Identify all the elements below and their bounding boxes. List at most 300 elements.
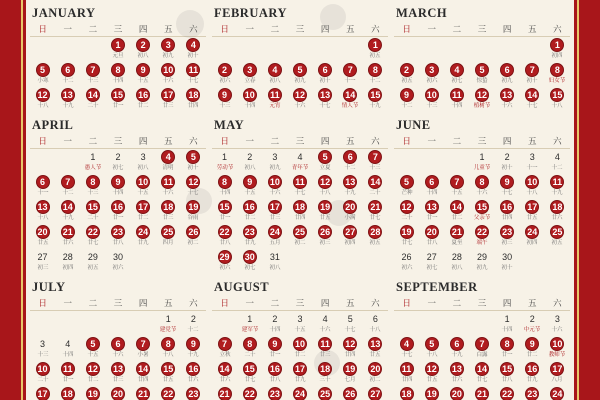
day-cell[interactable]	[30, 199, 55, 224]
lunar-label: 建军节	[241, 326, 258, 333]
day-cell[interactable]	[419, 224, 444, 249]
day-cell[interactable]	[545, 386, 570, 400]
lunar-label: 廿五	[426, 376, 438, 383]
day-cell[interactable]	[313, 62, 338, 87]
day-cell[interactable]	[419, 249, 444, 274]
day-number: 11	[268, 88, 282, 102]
day-cell[interactable]	[444, 249, 469, 274]
day-cell[interactable]	[313, 174, 338, 199]
day-cell[interactable]	[363, 174, 388, 199]
day-cell[interactable]	[237, 336, 262, 361]
weekday-label: 二	[452, 137, 462, 147]
day-cell[interactable]	[545, 311, 570, 336]
day-cell[interactable]	[394, 199, 419, 224]
lunar-label: 廿三	[162, 214, 174, 221]
right-border-decoration	[574, 0, 600, 400]
day-cell[interactable]	[80, 224, 105, 249]
day-cell[interactable]	[181, 174, 206, 199]
day-cell[interactable]	[287, 361, 312, 386]
day-cell[interactable]	[156, 37, 181, 62]
day-cell[interactable]	[394, 249, 419, 274]
day-number: 26	[401, 251, 412, 262]
day-number: 20	[425, 225, 439, 239]
day-number: 16	[525, 362, 539, 376]
day-cell[interactable]	[545, 37, 570, 62]
day-cell[interactable]	[363, 62, 388, 87]
day-cell[interactable]	[444, 199, 469, 224]
day-cell[interactable]	[338, 336, 363, 361]
month-title: JUNE	[396, 118, 431, 132]
lunar-label: 初九	[501, 77, 513, 84]
day-number: 8	[500, 337, 514, 351]
day-cell[interactable]	[237, 149, 262, 174]
lunar-label: 初三	[319, 239, 331, 246]
day-cell[interactable]	[444, 87, 469, 112]
day-cell[interactable]	[520, 311, 545, 336]
day-cell[interactable]	[156, 336, 181, 361]
lunar-label: 十八	[526, 189, 538, 196]
lunar-label: 十六	[501, 102, 513, 109]
day-number: 13	[318, 88, 332, 102]
day-number: 8	[111, 63, 125, 77]
day-cell[interactable]	[181, 199, 206, 224]
day-cell[interactable]	[363, 386, 388, 400]
lunar-label: 廿五	[37, 239, 49, 246]
day-number: 15	[550, 88, 564, 102]
day-cell[interactable]	[55, 199, 80, 224]
day-cell[interactable]	[156, 386, 181, 400]
day-cell[interactable]	[338, 174, 363, 199]
day-cell[interactable]	[55, 87, 80, 112]
day-cell[interactable]	[105, 336, 130, 361]
day-cell[interactable]	[131, 62, 156, 87]
day-cell[interactable]	[30, 336, 55, 361]
day-cell[interactable]	[419, 87, 444, 112]
day-cell[interactable]	[80, 174, 105, 199]
day-number: 6	[61, 63, 75, 77]
day-cell[interactable]	[520, 199, 545, 224]
day-cell[interactable]	[30, 249, 55, 274]
day-cell[interactable]	[181, 37, 206, 62]
lunar-label: 初十	[187, 164, 199, 171]
day-cell[interactable]	[237, 386, 262, 400]
day-number: 8	[550, 63, 564, 77]
weekday-label: 五	[164, 137, 173, 147]
day-cell[interactable]	[313, 87, 338, 112]
day-cell[interactable]	[181, 87, 206, 112]
day-cell[interactable]	[419, 336, 444, 361]
day-cell[interactable]	[212, 87, 237, 112]
day-cell[interactable]	[105, 149, 130, 174]
day-cell[interactable]	[495, 336, 520, 361]
day-grid	[212, 311, 388, 400]
day-number: 28	[451, 251, 462, 262]
weekday-header	[212, 23, 388, 37]
day-cell[interactable]	[419, 386, 444, 400]
day-cell[interactable]	[262, 87, 287, 112]
day-cell[interactable]	[131, 37, 156, 62]
day-cell[interactable]	[212, 149, 237, 174]
day-cell[interactable]	[545, 361, 570, 386]
lunar-label: 十三	[426, 102, 438, 109]
day-cell[interactable]	[30, 361, 55, 386]
day-cell[interactable]	[419, 174, 444, 199]
lunar-label: 十三	[219, 102, 231, 109]
day-cell[interactable]	[495, 199, 520, 224]
day-number: 23	[500, 225, 514, 239]
day-cell[interactable]	[363, 37, 388, 62]
day-number: 9	[500, 175, 514, 189]
lunar-label: 初五	[87, 264, 99, 271]
weekday-label: 四	[138, 137, 148, 147]
day-cell[interactable]	[394, 174, 419, 199]
day-cell[interactable]	[394, 336, 419, 361]
day-cell[interactable]	[469, 224, 494, 249]
day-cell[interactable]	[80, 62, 105, 87]
day-cell[interactable]	[338, 386, 363, 400]
day-cell[interactable]	[181, 336, 206, 361]
day-cell[interactable]	[80, 87, 105, 112]
day-number: 2	[400, 63, 414, 77]
lunar-label: 廿九	[137, 239, 149, 246]
day-cell[interactable]	[80, 361, 105, 386]
day-cell[interactable]	[419, 361, 444, 386]
day-cell[interactable]	[363, 199, 388, 224]
day-cell[interactable]	[55, 62, 80, 87]
day-cell[interactable]	[262, 199, 287, 224]
lunar-label: 青年节	[291, 164, 309, 171]
weekday-label: 一	[63, 25, 72, 35]
day-cell[interactable]	[394, 62, 419, 87]
day-cell[interactable]	[181, 62, 206, 87]
day-cell[interactable]	[338, 361, 363, 386]
day-cell[interactable]	[237, 199, 262, 224]
weekday-label: 二	[270, 137, 280, 147]
day-number: 5	[425, 337, 439, 351]
day-number: 26	[186, 225, 200, 239]
day-cell[interactable]	[30, 87, 55, 112]
weekday-label: 一	[245, 299, 254, 309]
day-cell[interactable]	[394, 361, 419, 386]
weekday-label: 二	[88, 25, 98, 35]
lunar-label: 元旦	[112, 52, 124, 59]
day-cell[interactable]	[105, 87, 130, 112]
lunar-label: 廿九	[244, 239, 256, 246]
day-cell[interactable]	[131, 87, 156, 112]
day-cell[interactable]	[520, 149, 545, 174]
day-cell[interactable]	[262, 149, 287, 174]
day-cell[interactable]	[55, 336, 80, 361]
day-cell[interactable]	[80, 149, 105, 174]
day-cell[interactable]	[495, 386, 520, 400]
day-cell[interactable]	[338, 149, 363, 174]
day-cell[interactable]	[55, 249, 80, 274]
day-cell[interactable]	[363, 224, 388, 249]
day-cell[interactable]	[313, 336, 338, 361]
day-cell[interactable]	[237, 62, 262, 87]
day-cell[interactable]	[212, 336, 237, 361]
months-grid-q1	[26, 0, 574, 112]
day-cell[interactable]	[212, 224, 237, 249]
day-cell[interactable]	[313, 199, 338, 224]
lunar-label: 廿八	[269, 376, 281, 383]
day-cell[interactable]	[181, 224, 206, 249]
lunar-label: 初九	[294, 77, 306, 84]
weekday-label: 六	[189, 299, 198, 309]
day-cell[interactable]	[545, 62, 570, 87]
day-number: 13	[368, 337, 382, 351]
day-cell[interactable]	[545, 224, 570, 249]
lunar-label: 十五	[87, 351, 99, 358]
day-cell[interactable]	[363, 361, 388, 386]
day-cell[interactable]	[394, 224, 419, 249]
day-cell[interactable]	[181, 386, 206, 400]
day-cell[interactable]	[444, 386, 469, 400]
day-cell[interactable]	[287, 336, 312, 361]
day-number: 9	[525, 337, 539, 351]
day-cell[interactable]	[495, 149, 520, 174]
day-cell[interactable]	[469, 62, 494, 87]
day-cell[interactable]	[363, 311, 388, 336]
day-cell[interactable]	[545, 336, 570, 361]
day-number: 23	[243, 225, 257, 239]
day-cell[interactable]	[237, 174, 262, 199]
day-cell[interactable]	[495, 249, 520, 274]
day-cell[interactable]	[520, 361, 545, 386]
day-cell[interactable]	[469, 249, 494, 274]
day-cell[interactable]	[212, 62, 237, 87]
day-cell[interactable]	[80, 249, 105, 274]
day-cell[interactable]	[131, 149, 156, 174]
day-cell[interactable]	[287, 224, 312, 249]
day-cell[interactable]	[287, 87, 312, 112]
day-cell[interactable]	[30, 386, 55, 400]
day-cell[interactable]	[262, 361, 287, 386]
day-number: 11	[450, 88, 464, 102]
day-number: 30	[112, 251, 123, 262]
day-number: 2	[190, 313, 196, 324]
day-cell[interactable]	[105, 361, 130, 386]
day-cell[interactable]	[363, 149, 388, 174]
day-cell[interactable]	[444, 174, 469, 199]
day-cell[interactable]	[237, 361, 262, 386]
day-cell[interactable]	[80, 199, 105, 224]
day-cell[interactable]	[495, 361, 520, 386]
day-cell[interactable]	[237, 311, 262, 336]
day-cell[interactable]	[394, 386, 419, 400]
day-cell[interactable]	[520, 87, 545, 112]
day-cell[interactable]	[469, 87, 494, 112]
lunar-label: 二十	[369, 189, 381, 196]
day-number: 10	[268, 175, 282, 189]
day-cell[interactable]	[394, 87, 419, 112]
day-cell[interactable]	[181, 361, 206, 386]
lunar-label: 初四	[344, 239, 356, 246]
day-cell[interactable]	[105, 37, 130, 62]
day-cell[interactable]	[469, 361, 494, 386]
day-cell[interactable]	[30, 224, 55, 249]
day-cell[interactable]	[30, 62, 55, 87]
day-cell[interactable]	[313, 149, 338, 174]
day-cell[interactable]	[444, 62, 469, 87]
day-cell[interactable]	[55, 224, 80, 249]
day-cell[interactable]	[313, 361, 338, 386]
day-cell[interactable]	[338, 87, 363, 112]
lunar-label: 十七	[187, 77, 199, 84]
day-cell[interactable]	[131, 386, 156, 400]
day-cell[interactable]	[444, 361, 469, 386]
day-number: 9	[186, 337, 200, 351]
lunar-label: 初八	[137, 52, 149, 59]
day-cell[interactable]	[520, 336, 545, 361]
day-number: 1	[111, 38, 125, 52]
day-cell[interactable]	[131, 199, 156, 224]
day-cell[interactable]	[469, 149, 494, 174]
day-number: 7	[136, 337, 150, 351]
day-cell[interactable]	[262, 311, 287, 336]
day-cell[interactable]	[262, 386, 287, 400]
first-quarter-strip	[26, 0, 574, 112]
day-cell[interactable]	[212, 199, 237, 224]
day-cell[interactable]	[212, 361, 237, 386]
day-cell[interactable]	[156, 87, 181, 112]
day-cell[interactable]	[131, 361, 156, 386]
lunar-label: 十三	[37, 351, 49, 358]
day-cell[interactable]	[520, 224, 545, 249]
day-cell[interactable]	[131, 174, 156, 199]
day-number: 6	[500, 63, 514, 77]
day-cell[interactable]	[262, 249, 287, 274]
day-cell[interactable]	[545, 149, 570, 174]
day-cell[interactable]	[520, 62, 545, 87]
day-cell[interactable]	[419, 62, 444, 87]
day-cell[interactable]	[105, 224, 130, 249]
day-cell[interactable]	[181, 311, 206, 336]
lunar-label: 初二	[369, 376, 381, 383]
day-number: 1	[504, 313, 510, 324]
day-cell[interactable]	[212, 249, 237, 274]
day-number: 25	[318, 387, 332, 400]
day-cell[interactable]	[444, 336, 469, 361]
day-cell[interactable]	[520, 386, 545, 400]
day-cell[interactable]	[105, 386, 130, 400]
day-cell[interactable]	[105, 62, 130, 87]
day-cell[interactable]	[105, 174, 130, 199]
lunar-label: 芒种	[401, 189, 413, 196]
day-cell[interactable]	[313, 311, 338, 336]
day-cell[interactable]	[262, 224, 287, 249]
day-cell[interactable]	[156, 311, 181, 336]
day-cell[interactable]	[105, 199, 130, 224]
day-cell[interactable]	[363, 87, 388, 112]
lunar-label: 廿三	[319, 351, 331, 358]
day-cell[interactable]	[156, 174, 181, 199]
day-grid	[30, 37, 206, 112]
day-number: 26	[343, 387, 357, 400]
day-cell[interactable]	[55, 386, 80, 400]
day-cell[interactable]	[156, 62, 181, 87]
month-title: AUGUST	[214, 280, 270, 294]
day-cell[interactable]	[156, 199, 181, 224]
day-cell[interactable]	[338, 311, 363, 336]
day-cell[interactable]	[212, 386, 237, 400]
day-cell[interactable]	[237, 224, 262, 249]
lunar-label: 小满	[344, 214, 356, 221]
day-cell[interactable]	[469, 386, 494, 400]
day-cell[interactable]	[287, 62, 312, 87]
day-cell[interactable]	[495, 174, 520, 199]
day-cell[interactable]	[313, 224, 338, 249]
day-cell[interactable]	[338, 62, 363, 87]
day-cell[interactable]	[287, 386, 312, 400]
weekday-label: 五	[164, 299, 173, 309]
day-cell[interactable]	[545, 174, 570, 199]
day-cell[interactable]	[495, 311, 520, 336]
day-cell[interactable]	[545, 199, 570, 224]
day-cell[interactable]	[495, 87, 520, 112]
day-cell[interactable]	[30, 174, 55, 199]
day-cell[interactable]	[287, 149, 312, 174]
day-cell[interactable]	[262, 62, 287, 87]
day-cell[interactable]	[469, 174, 494, 199]
day-cell[interactable]	[105, 249, 130, 274]
day-cell[interactable]	[55, 361, 80, 386]
day-cell[interactable]	[520, 174, 545, 199]
day-number: 2	[529, 313, 535, 324]
day-cell[interactable]	[181, 149, 206, 174]
day-cell[interactable]	[469, 199, 494, 224]
day-cell[interactable]	[313, 386, 338, 400]
day-cell[interactable]	[262, 174, 287, 199]
lunar-label: 父亲节	[473, 214, 491, 221]
day-cell[interactable]	[80, 386, 105, 400]
day-cell[interactable]	[287, 199, 312, 224]
lunar-label: 初八	[244, 164, 256, 171]
day-cell[interactable]	[338, 199, 363, 224]
day-cell[interactable]	[363, 336, 388, 361]
day-cell[interactable]	[237, 87, 262, 112]
lunar-label: 十七	[526, 102, 538, 109]
day-cell[interactable]	[495, 224, 520, 249]
day-cell[interactable]	[287, 174, 312, 199]
lunar-label: 廿七	[244, 376, 256, 383]
lunar-label: 十四	[269, 326, 281, 333]
lunar-label: 廿四	[187, 102, 199, 109]
lunar-label: 初十	[526, 77, 538, 84]
day-cell[interactable]	[55, 174, 80, 199]
day-cell[interactable]	[338, 224, 363, 249]
day-cell[interactable]	[419, 199, 444, 224]
day-cell[interactable]	[469, 336, 494, 361]
day-cell[interactable]	[156, 361, 181, 386]
day-cell[interactable]	[287, 311, 312, 336]
day-cell[interactable]	[545, 87, 570, 112]
lunar-label: 廿二	[87, 376, 99, 383]
day-number: 21	[450, 225, 464, 239]
day-cell[interactable]	[131, 336, 156, 361]
day-number: 5	[400, 175, 414, 189]
day-cell[interactable]	[262, 336, 287, 361]
day-cell[interactable]	[237, 249, 262, 274]
day-cell[interactable]	[444, 224, 469, 249]
day-cell[interactable]	[156, 224, 181, 249]
day-cell[interactable]	[156, 149, 181, 174]
month-title: SEPTEMBER	[396, 280, 478, 294]
day-cell[interactable]	[80, 336, 105, 361]
day-cell[interactable]	[131, 224, 156, 249]
day-cell[interactable]	[495, 62, 520, 87]
day-cell[interactable]	[212, 174, 237, 199]
